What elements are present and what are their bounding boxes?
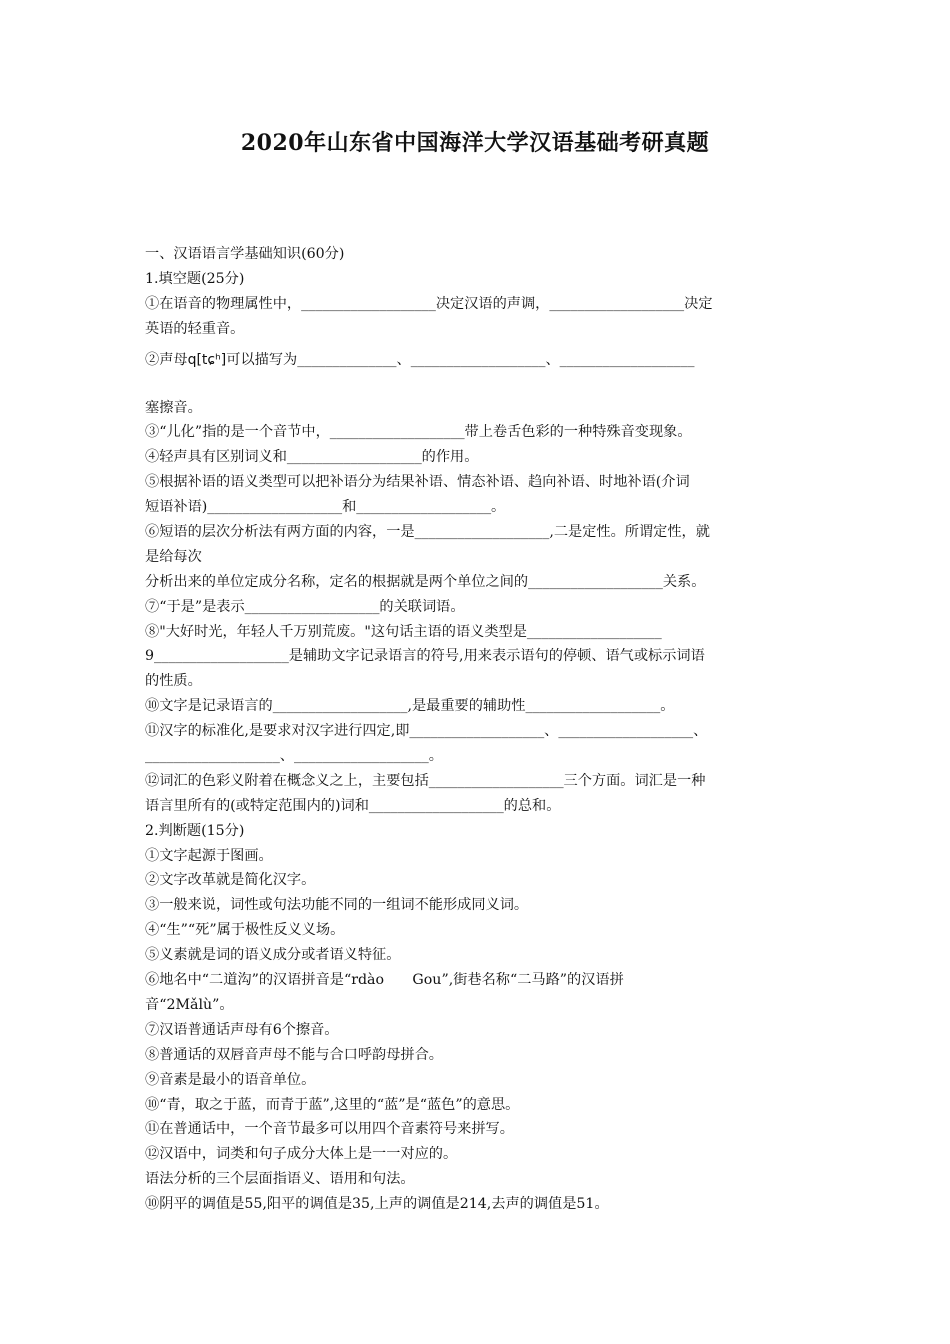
question-11-line-2: ___________________、___________________。 — [145, 748, 443, 765]
question-7: ⑦“于是”是表示___________________的关联词语。 — [145, 598, 465, 615]
document-body — [145, 242, 810, 1217]
true-false-item: ①文字起源于图画。 — [145, 847, 273, 864]
question-3: ③“儿化”指的是一个音节中，___________________带上卷舌色彩的一种特殊音变现象。 — [145, 424, 692, 441]
true-false-item: ②文字改革就是简化汉字。 — [145, 872, 316, 889]
true-false-item: ⑤义素就是词的语义成分或者语义特征。 — [145, 947, 401, 964]
question-10: ⑩文字是记录语言的___________________,是最重要的辅助性___________________。 — [145, 698, 675, 715]
question-9-line-1: 9___________________是辅助文字记录语言的符号,用来表示语句的停顿、语气或标示词语 — [145, 648, 705, 665]
question-11-line-1: ⑪汉字的标准化,是要求对汉字进行四定,即___________________、___________________、 — [145, 723, 708, 740]
true-false-item: ⑥地名中“二道沟”的汉语拼音是“rdào Gou”,街巷名称“二马路”的汉语拼 — [145, 972, 624, 989]
question-2-blanks: 可以描写为______________、___________________、___________________ — [226, 351, 695, 368]
true-false-item: ⑫汉语中，词类和句子成分大体上是一一对应的。 — [145, 1146, 458, 1163]
question-1-line-2: 英语的轻重音。 — [145, 320, 245, 337]
true-false-heading: 2.判断题(15分) — [145, 822, 245, 839]
question-12-line-2: 语言里所有的(或特定范围内的)词和___________________的总和。 — [145, 797, 561, 814]
section-heading: 一、汉语语言学基础知识(60分) — [145, 246, 345, 262]
question-5-line-1: ⑤根据补语的语义类型可以把补语分为结果补语、情态补语、趋向补语、时地补语(介词 — [145, 474, 690, 491]
true-false-item: ⑩“青，取之于蓝，而青于蓝”,这里的“蓝”是“蓝色”的意思。 — [145, 1096, 520, 1113]
question-2-prefix: ②声母 — [145, 351, 188, 368]
fill-in-heading: 1.填空题(25分) — [145, 270, 245, 287]
question-4: ④轻声具有区别词义和___________________的作用。 — [145, 449, 479, 466]
true-false-item: ⑨音素是最小的语音单位。 — [145, 1071, 316, 1088]
question-5-line-2: 短语补语)___________________和___________________。 — [145, 499, 506, 516]
question-9-line-2: 的性质。 — [145, 673, 202, 690]
true-false-item: ⑪在普通话中，一个音节最多可以用四个音素符号来拼写。 — [145, 1121, 514, 1138]
question-2-line-2: 塞擦音。 — [145, 399, 202, 416]
true-false-item: ⑦汉语普通话声母有6个擦音。 — [145, 1021, 339, 1038]
question-8: ⑧"大好时光，年轻人千万别荒废。"这句话主语的语义类型是___________________ — [145, 623, 662, 640]
question-6-line-1: ⑥短语的层次分析法有两方面的内容，一是___________________,二是定性。所谓定性，就 — [145, 524, 710, 541]
question-2-line-1 — [145, 342, 810, 378]
page-title: 2020年山东省中国海洋大学汉语基础考研真题 — [240, 130, 710, 156]
true-false-item: ⑧普通话的双唇音声母不能与合口呼韵母拼合。 — [145, 1046, 443, 1063]
true-false-item: ④“生”“死”属于极性反义义场。 — [145, 922, 345, 939]
question-6-line-3: 分析出来的单位定成分名称，定名的根据就是两个单位之间的___________________关系。 — [145, 573, 706, 590]
ipa-symbol: q[tɕʰ] — [187, 351, 227, 368]
true-false-item: ③一般来说，词性或句法功能不同的一组词不能形成同义词。 — [145, 897, 529, 914]
question-6-line-2: 是给每次 — [145, 548, 202, 565]
true-false-item: 语法分析的三个层面指语义、语用和句法。 — [145, 1171, 415, 1188]
true-false-item: ⑩阴平的调值是55,阳平的调值是35,上声的调值是214,去声的调值是51。 — [145, 1196, 609, 1213]
true-false-item: 音“2Mǎlù”。 — [145, 996, 234, 1013]
question-12-line-1: ⑫词汇的色彩义附着在概念义之上，主要包括___________________三个方面。词汇是一种 — [145, 772, 706, 789]
question-1-line-1: ①在语音的物理属性中，___________________决定汉语的声调，___________________决定 — [145, 295, 713, 312]
